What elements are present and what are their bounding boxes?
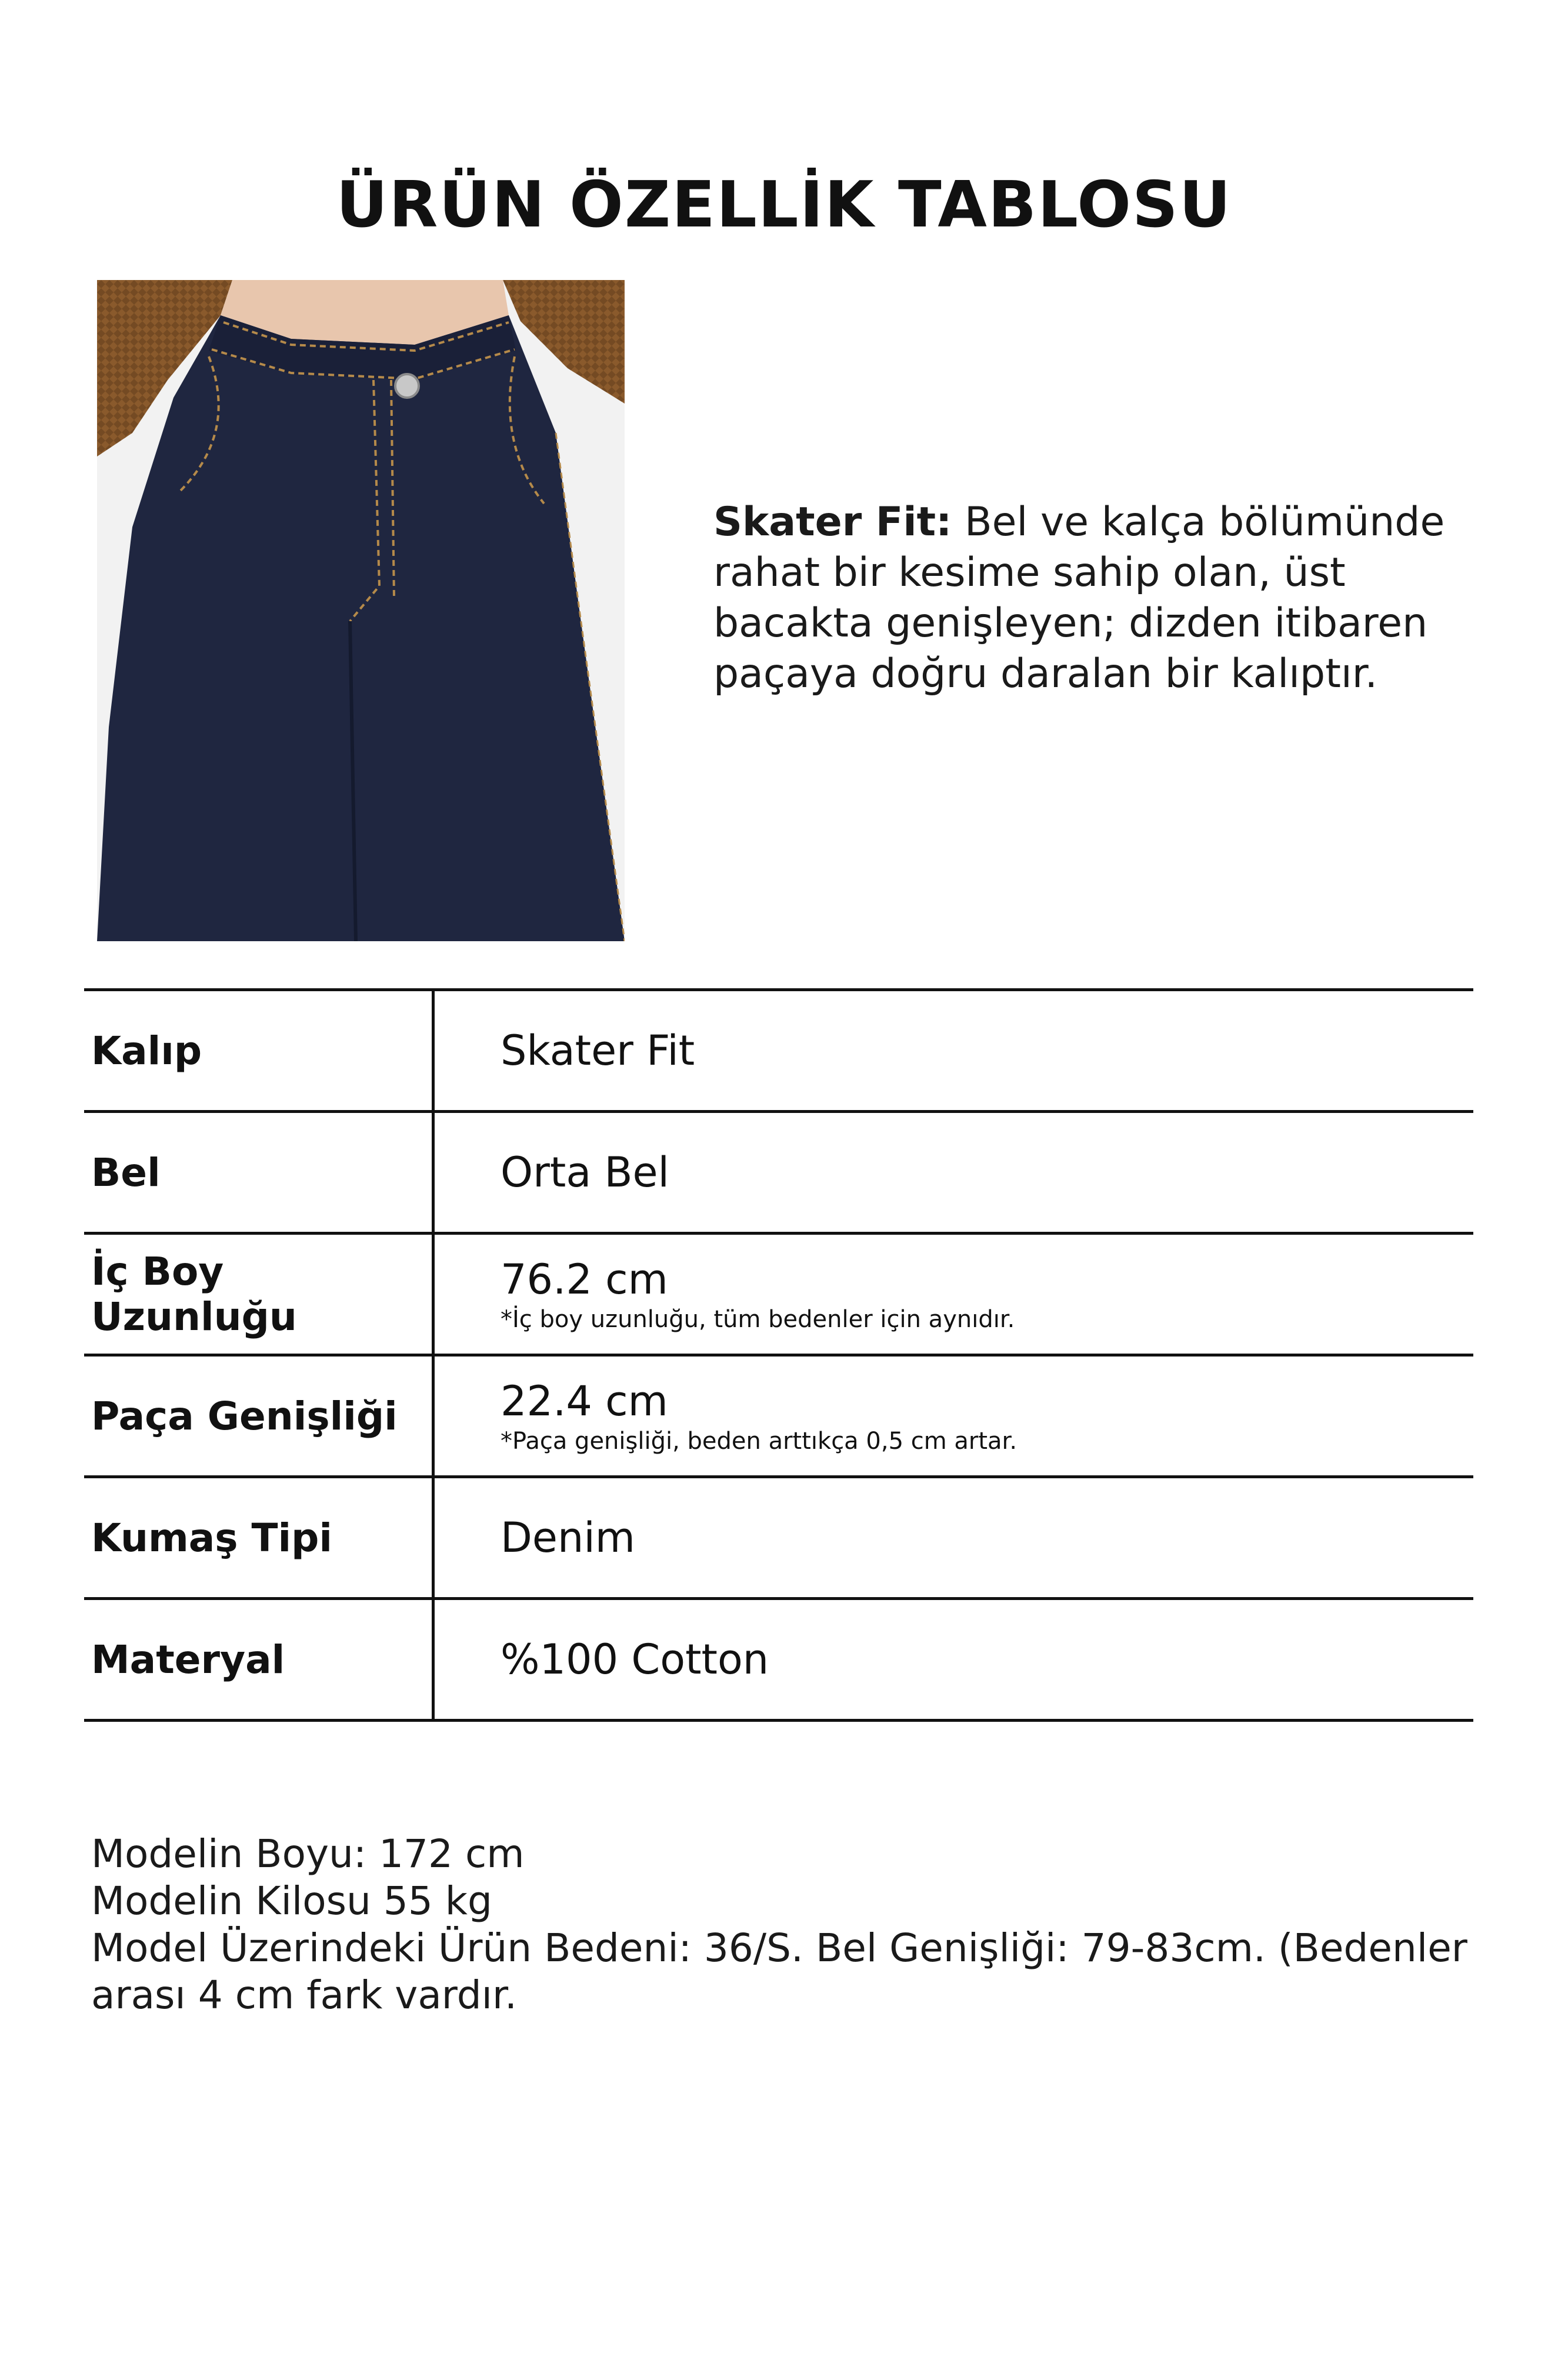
spec-label: Paça Genişliği <box>84 1357 435 1475</box>
spec-value-cell <box>435 1235 1473 1354</box>
fit-description-text: Bel ve kalça bölümünde rahat bir kesime sahip olan, üst bacakta genişleyen; dizden itibaren paçaya doğru daralan bir kalıptır. <box>713 499 1445 697</box>
spec-value: 22.4 cm <box>501 1377 668 1425</box>
spec-row-materyal <box>84 1600 1473 1722</box>
page-title: ÜRÜN ÖZELLİK TABLOSU <box>336 168 1232 242</box>
spec-value: %100 Cotton <box>501 1635 769 1684</box>
model-weight: Modelin Kilosu 55 kg <box>91 1878 492 1924</box>
spec-row-kalip <box>84 991 1473 1113</box>
spec-label: Bel <box>84 1113 435 1232</box>
spec-label: İç Boy Uzunluğu <box>84 1235 435 1354</box>
spec-value: Skater Fit <box>501 1026 695 1075</box>
fit-description-lead: Skater Fit: <box>713 499 952 545</box>
spec-table <box>84 988 1473 1722</box>
spec-note: *İç boy uzunluğu, tüm bedenler için aynıdır. <box>501 1306 1015 1333</box>
fit-description <box>713 497 1502 699</box>
spec-value-cell <box>435 1478 1473 1597</box>
product-photo <box>97 280 625 941</box>
spec-value-cell <box>435 1600 1473 1719</box>
spec-label: Kalıp <box>84 991 435 1110</box>
spec-row-ic-boy <box>84 1235 1473 1357</box>
spec-value: 76.2 cm <box>501 1255 668 1304</box>
spec-label: Kumaş Tipi <box>84 1478 435 1597</box>
spec-row-bel <box>84 1113 1473 1235</box>
spec-row-kumas <box>84 1478 1473 1600</box>
spec-value: Denim <box>501 1514 635 1562</box>
spec-value-cell <box>435 991 1473 1110</box>
spec-row-paca <box>84 1357 1473 1478</box>
spec-label: Materyal <box>84 1600 435 1719</box>
spec-value: Orta Bel <box>501 1148 670 1197</box>
spec-value-cell <box>435 1113 1473 1232</box>
model-height: Modelin Boyu: 172 cm <box>91 1831 525 1877</box>
model-info <box>91 1831 1503 2019</box>
spec-value-cell <box>435 1357 1473 1475</box>
model-size: Model Üzerindeki Ürün Bedeni: 36/S. Bel Genişliği: 79-83cm. (Bedenler arası 4 cm fark vardır. <box>91 1925 1467 2018</box>
spec-note: *Paça genişliği, beden arttıkça 0,5 cm artar. <box>501 1428 1017 1455</box>
